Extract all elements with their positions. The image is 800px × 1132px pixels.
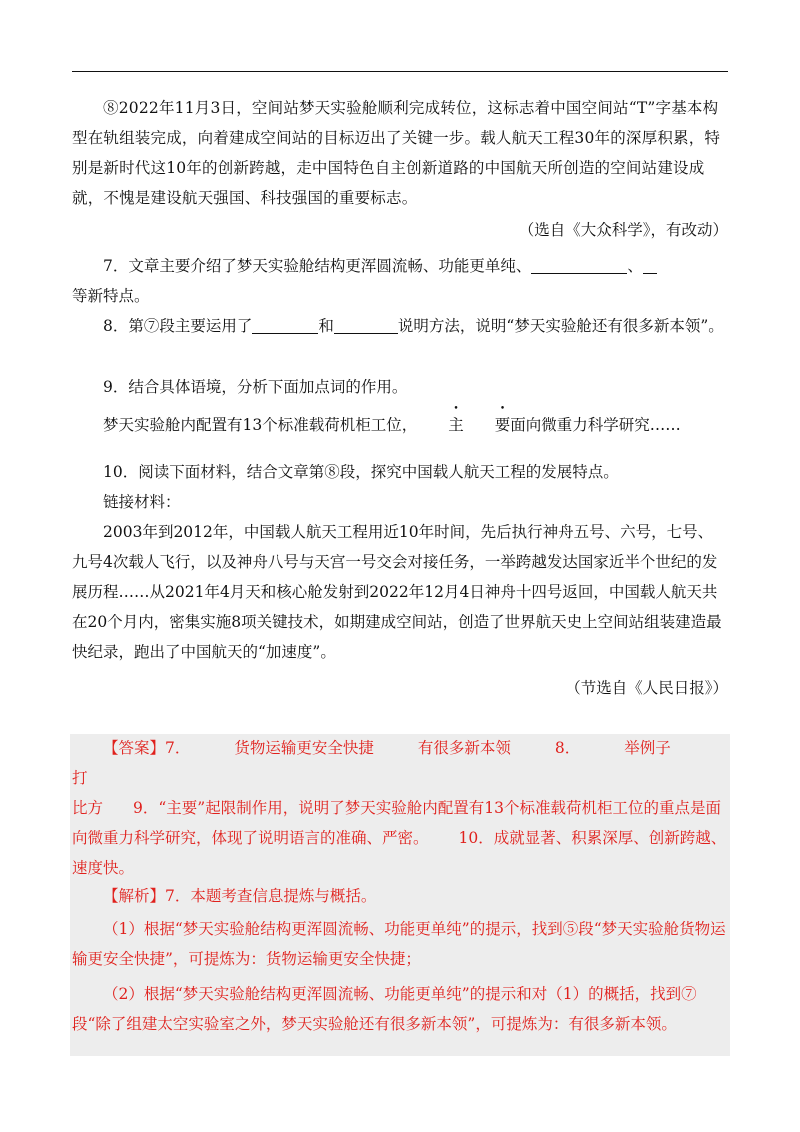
answer-block — [72, 733, 728, 883]
analysis-point-2: （2）根据“梦天实验舱结构更浑圆流畅、功能更单纯”的提示和对（1）的概括，找到⑦段“除了组建太空实验室之外，梦天实验舱还有很多新本领”，可提炼为：有很多新本领。 — [72, 985, 697, 1033]
question-8-end: 说明方法，说明“梦天实验舱还有很多新本领”。 — [397, 317, 724, 335]
paragraph-8: ⑧2022年11月3日，空间站梦天实验舱顺利完成转位，这标志着中国空间站“T”字基本构型在轨组装完成，向着建成空间站的目标迈出了关键一步。载人航天工程30年的深厚积累，特别是新时代这10年的创新跨越，走中国特色自主创新道路的中国航天所创造的空间站建设成就，不愧是建设航天强国、科技强国的重要标志。 — [72, 99, 721, 207]
question-10: 10．阅读下面材料，结合文章第⑧段，探究中国载人航天工程的发展特点。 — [103, 463, 619, 481]
source-citation-1: （选自《大众科学》，有改动） — [518, 221, 728, 239]
answer-8-num: 8． — [554, 739, 581, 757]
analysis-point-1: （1）根据“梦天实验舱结构更浑圆流畅、功能更单纯”的提示，找到⑤段“梦天实验舱货物运输更安全快捷”，可提炼为：货物运输更安全快捷； — [72, 920, 726, 968]
analysis-intro: 7．本题考查信息提炼与概括。 — [165, 887, 377, 905]
answer-8-item2-b: 比方 — [72, 799, 104, 817]
sentence-part-a: 梦天实验舱内配置有13个标准载荷机柜工位， — [103, 416, 418, 434]
link-material-label: 链接材料： — [103, 493, 181, 511]
question-9-sentence — [72, 410, 728, 440]
answer-8-item2-a: 打 — [72, 769, 88, 787]
answer-10: 10．成就显著、积累深厚、创新跨越、速度快。 — [72, 829, 727, 877]
analysis-label: 【解析】 — [103, 887, 166, 905]
source-citation-2: （节选自《人民日报》） — [565, 679, 728, 697]
header-rule — [72, 71, 728, 72]
answer-blank-7b[interactable] — [643, 255, 657, 274]
dotted-char-2: 要 — [494, 416, 511, 434]
dotted-char-1: 主 — [448, 416, 464, 434]
sentence-part-b: 面向微重力科学研究…… — [510, 416, 681, 434]
answer-7-item1: 货物运输更安全快捷 — [234, 739, 374, 757]
answer-blank-8b[interactable] — [334, 315, 398, 334]
question-7 — [72, 251, 728, 311]
question-7-text: 7．文章主要介绍了梦天实验舱结构更浑圆流畅、功能更单纯、 — [103, 257, 532, 275]
question-7-sep: 、 — [627, 257, 643, 275]
analysis-heading — [72, 881, 728, 911]
answer-7-item2: 有很多新本领 — [417, 739, 511, 757]
answer-blank-7a[interactable] — [531, 255, 627, 274]
answer-label: 【答案】 — [103, 739, 166, 757]
answer-7-num: 7． — [165, 739, 191, 757]
answer-blank-8a[interactable] — [252, 315, 318, 334]
answer-8-item1: 举例子 — [624, 739, 671, 757]
question-8-mid: 和 — [318, 317, 334, 335]
question-9: 9．结合具体语境，分析下面加点词的作用。 — [103, 378, 408, 396]
question-8-start: 8．第⑦段主要运用了 — [103, 317, 253, 335]
question-7-tail: 等新特点。 — [72, 287, 150, 305]
answer-9: 9．“主要”起限制作用，说明了梦天实验舱内配置有13个标准载荷机柜工位的重点是面向微重力科学研究，体现了说明语言的准确、严密。 — [72, 799, 721, 847]
link-material-text: 2003年到2012年，中国载人航天工程用近10年时间，先后执行神舟五号、六号，七号、九号4次载人飞行，以及神舟八号与天宫一号交会对接任务，一举跨越发达国家近半个世纪的发展历程……从2021年4月天和核心舱发射到2022年12月4日神舟十四号返回，中国载人航天共在20个月内，密集实施8项关键技术，如期建成空间站，创造了世界航天史上空间站组装建造最快纪录，跑出了中国航天的“加速度”。 — [72, 523, 722, 661]
question-8 — [72, 311, 728, 341]
